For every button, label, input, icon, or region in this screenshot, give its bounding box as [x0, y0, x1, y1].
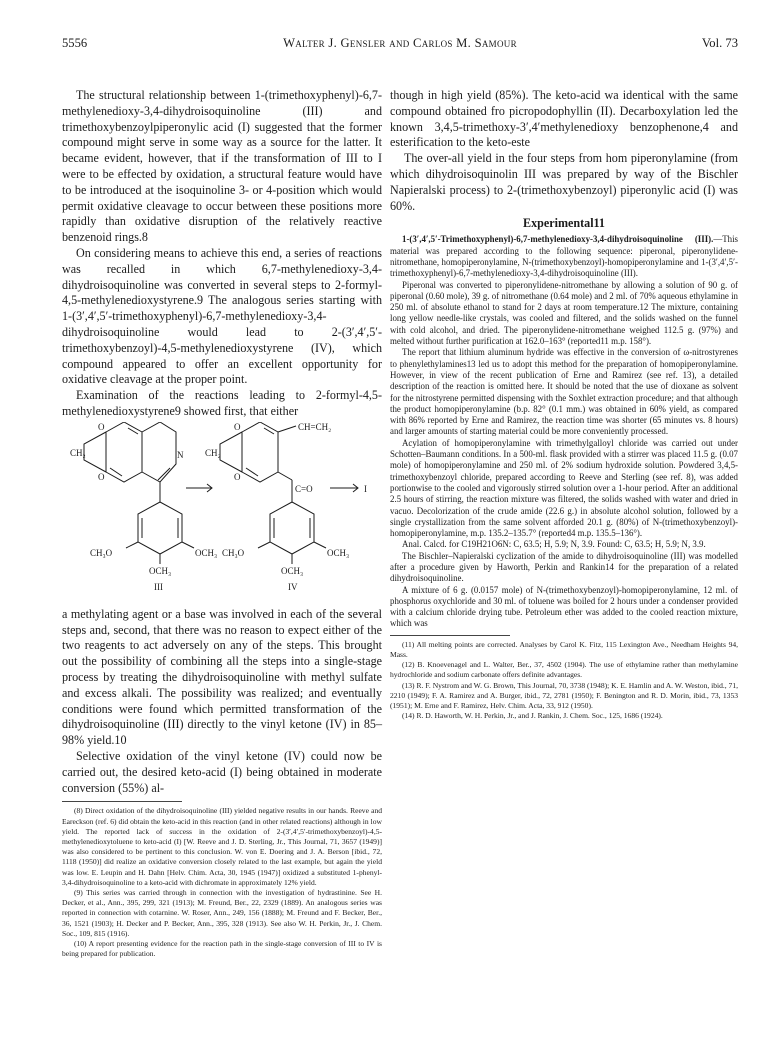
footnote: (13) R. F. Nystrom and W. G. Brown, This Journal, 70, 3738 (1948); K. E. Hamlin and A. W. Weston, ibid., 71, 2210 (1949); F. A. Ramirez and A. Burger, ibid., 72, 2781 (1950); F. Benington and R. D. Morin, ibid., 73, 1353 (1951); M. Erne and F. Ramirez, Helv. Chim. Acta, 33, 912 (1950).: [390, 680, 738, 710]
trimethoxyphenyl-ring: [270, 502, 314, 554]
compound-title: 1-(3′,4′,5′-Trimethoxyphenyl)-6,7-methylenedioxy-3,4-dihydroisoquinoline (III).: [402, 234, 714, 245]
body-paragraph: The over-all yield in the four steps from hom piperonylamine (from which dihydroisoquinolin III was prepared by way of the Bischler Napieralski process) to 2-(trimethoxybenzoyl) piperonylic acid (I) was 60%.: [390, 151, 738, 213]
methoxy-label: CH₃O: [90, 547, 113, 558]
methoxy-bond: [258, 542, 270, 548]
section-heading: Experimental11: [523, 216, 605, 231]
benzene-ring: [106, 422, 142, 482]
running-title: Walter J. Gensler and Carlos M. Samour: [283, 36, 517, 50]
footnote: (14) R. D. Haworth, W. H. Perkin, Jr., and J. Rankin, J. Chem. Soc., 125, 1686 (1924).: [402, 711, 663, 721]
carbonyl-label: C=O: [295, 483, 313, 494]
body-paragraph: On considering means to achieve this end, a series of reactions was recalled in which 6,7-methylenedioxy-3,4-dihydroisoquinoline was converted in several steps to 2-formyl-4,5-methylenedioxystyrene.9 The analogous series starting with 1-(3′,4′,5′-trimethoxyphenyl)-6,7-methylenedioxy-3,4-dihydroisoquinoline would lead to 2-(3′,4′,5′-trimethoxybenzoyl)-4,5-methylenedioxystyrene (IV), which compound appeared to offer an excellent opportunity for oxidative cleavage at the proper point.: [62, 245, 382, 387]
chemical-structures-figure: [62, 422, 382, 604]
running-header: [62, 36, 738, 54]
footnote: (9) This series was carried through in connection with the investigation of hydrastinine. See H. Decker, et al., Ann., 395, 299, 321 (1913); M. Freund, Ber., 22, 2329 (1889). An analogous series was reported in connection with cotarnine. W. Roser, Ann., 249, 156 (1888); M. Freund and F. Becker, Ber., 36, 1521 (1903); H. Decker and P. Becker, Ann., 395, 328 (1913). See also W. H. Perkin, Jr., J. Chem. Soc., 109, 815 (1916).: [62, 887, 382, 938]
footnote-rule: [62, 801, 182, 802]
compound-label-iv: IV: [288, 581, 298, 592]
trimethoxyphenyl-ring: [138, 502, 182, 554]
methoxy-label: OCH₃: [149, 565, 172, 576]
volume-label: Vol. 73: [701, 36, 738, 50]
methoxy-bond: [126, 542, 138, 548]
oxygen-label: O: [234, 421, 241, 432]
methoxy-label: CH₃O: [222, 547, 245, 558]
oxygen-label: O: [98, 421, 105, 432]
experimental-paragraph: Acylation of homopiperonylamine with trimethylgalloyl chloride was carried out under Schotten–Baumann conditions. In a 500-ml. flask provided with a stirrer was placed 11.5 g. (0.07 mole) of homopiperonylamine and 250 ml. of 2% sodium hydroxide solution. Powdered 3,4,5-trimethoxybenzoyl chloride, prepared according to Reeve and Sterling (see ref. 8), was added portionwise to the cooled and vigorously stirred solution over a 1-hour period. After an additional 2.5 hours of stirring, the reaction mixture was filtered, the solids washed with water and dried in vacuo. Decolorization of the crude amide (22.6 g.) in absolute alcohol solution, followed by a single crystallization from the same solvent afforded 20.1 g. (80%) of N-(trimethoxybenzoyl)-homopiperonylamine, m.p. 135.2–135.7° (reported4 m.p. 135.5–136°).: [390, 437, 738, 539]
right-column: [390, 88, 738, 721]
ch2-label: CH₂: [70, 447, 86, 458]
experimental-paragraph: Piperonal was converted to piperonylidene-nitromethane by allowing a solution of 90 g. of piperonal (0.60 mole), 39 g. of nitromethane (0.64 mole) and 2 ml. of 70% aqueous ethylamine in 250 ml. of absolute ethanol to stand for 2 days at room temperature.12 The mixture, containing long yellow needle-like crystals, was cooled and filtered, and the solids washed on the funnel with cold alcohol, and dried. The piperonylidene-nitromethane weighed 112.5 g. (97%) and melted without further purification at 162.0–163° (reported11 m.p. 158°).: [390, 279, 738, 347]
body-paragraph: a methylating agent or a base was involved in each of the several steps and, second, that there was no reason to expect either of the two reagents to act adversely on any of the steps. This brought out the possibility of combining all the steps into a single-stage process by treating the dihydroisoquinoline with methyl sulfate and excess alkali. The possibility was realized; and eventually conditions were found which permitted transformation of the dihydroisoquinoline (III) directly to the vinyl ketone (IV) in 85–98% yield.10: [62, 606, 382, 748]
benzene-ring: [242, 422, 278, 482]
methoxy-bond: [182, 542, 194, 548]
experimental-paragraph: The Bischler–Napieralski cyclization of the amide to dihydroisoquinoline (III) was modelled after a procedure given by Haworth, Perkin and Rankin14 for the preparation of a related dihydroisoquinoline.: [390, 550, 738, 584]
vinyl-bond: [278, 426, 296, 432]
compound-label-iii: III: [154, 581, 163, 592]
footnote-rule: [390, 635, 510, 636]
body-paragraph: Selective oxidation of the vinyl ketone (IV) could now be carried out, the desired keto-acid (I) being obtained in moderate conversion (55%) al-: [62, 748, 382, 795]
footnote: (8) Direct oxidation of the dihydroisoquinoline (III) yielded negative results in our hands. Reeve and Eareckson (ref. 6) did obtain the keto-acid in this reaction (and in other related reactions) although in low yield. The reported lack of success in the oxidation of 2-(3′,4′,5′-trimethoxybenzoyl)-4,5-methylenedioxytoluene to keto-acid (I) [W. Reeve and J. D. Sterling, Jr., This Journal, 71, 3657 (1949)] was also considered to be pertinent to this conclusion. W. von E. Doering and J. A. Berson [ibid., 72, 1118 (1950)] did realize an oxidative conversion closely related to the last example, but again the yield was low. E. Leupin and H. Dahn [Helv. Chim. Acta, 30, 1945 (1947)] oxidized a substituted 1-phenyl-3,4-dihydroisoquinoline to a keto-acid with dichromate in approximately 12% yield.: [62, 806, 382, 887]
nitrogen-label: N: [177, 449, 184, 460]
methoxy-bond: [314, 542, 326, 548]
body-paragraph: The structural relationship between 1-(trimethoxyphenyl)-6,7-methylenedioxy-3,4-dihydroisoquinoline (III) and trimethoxybenzoylpiperonylic acid (I) suggested that the former compound might serve in some way as a source for the latter. It became evident, however, that if the transformation of III to I were to be effected by oxidation, a structural feature would have to be introduced at the isoquinoline 3- or 4-position which would permit oxidative cleavage to occur between these positions more rapidly than oxidative disruption of the relatively reactive benzenoid rings.8: [62, 88, 382, 245]
analysis-paragraph: Anal. Calcd. for C19H21O6N: C, 63.5; H, 5.9; N, 3.9. Found: C, 63.5; H, 5.9; N, 3.9.: [402, 539, 706, 550]
footnote: (10) A report presenting evidence for the reaction path in the single-stage conversion of III to IV is being prepared for publication.: [62, 938, 382, 959]
body-paragraph: though in high yield (85%). The keto-acid wa identical with the same compound obtained fro picropodophyllin (II). Decarboxylation led the known 3,4,5-trimethoxy-3′,4′methylenedioxy benzophenone,4 and esterification to the keto-este: [390, 88, 738, 150]
vinyl-label: CH=CH₂: [298, 421, 332, 432]
experimental-paragraph: A mixture of 6 g. (0.0157 mole) of N-(trimethoxybenzoyl)-homopiperonylamine, 12 ml. of phosphorus oxychloride and 30 ml. of toluene was boiled for 2 hours under a condenser provided with a calcium chloride drying tube. Petroleum ether was added to the cooled reaction mixture, which was: [390, 584, 738, 629]
pyridine-ring: [142, 422, 176, 482]
carbonyl-bond: [278, 472, 292, 480]
ch2-label: CH₂: [205, 447, 221, 458]
dioxole-ring-bond: [220, 432, 242, 472]
body-paragraph: Examination of the reactions leading to 2-formyl-4,5-methylenedioxystyrene9 showed first, that either: [62, 388, 382, 418]
footnote: (12) B. Knoevenagel and L. Walter, Ber., 37, 4502 (1904). The use of ethylamine rather than methylamine hydrochloride and sodium carbonate offers definite advantages.: [390, 660, 738, 680]
experimental-paragraph: [390, 234, 738, 279]
dioxole-ring-bond: [84, 432, 106, 472]
footnote: (11) All melting points are corrected. Analyses by Carol K. Fitz, 115 Lexington Ave., Needham Heights 94, Mass.: [390, 639, 738, 659]
experimental-paragraph: The report that lithium aluminum hydride was effective in the conversion of ω-nitrostyrenes to phenylethylamines13 led us to adopt this method for the preparation of homopiperonylamine. However, in view of the recent publication of Erne and Ramirez (see ref. 13), a detailed description of the reaction is omitted here. It should be noted that the use of dioxane as solvent for the nitrostyrene permitted dispensing with the Soxhlet extraction procedure; and that although the product homopiperonylamine (b.p. 82° (0.1 mm.) was obtained in 60% yield, as compared with 86% reported by Erne and Ramirez, the reaction time was shorter (65 minutes vs. 8 hours) and larger amounts of starting material could be more conveniently processed.: [390, 347, 738, 437]
page-number: 5556: [62, 36, 88, 50]
left-column: [62, 88, 382, 959]
paragraph-text: —This material was prepared according to the following sequence: piperonal, piperonylidene-nitromethane, homopiperonylamine, N-(trimethoxybenzoyl)-homopiperonylamine and 1-(3′,4′,5′-trimethoxyphenyl)-6,7-methylenedioxy-3,4-dihydroisoquinoline (III).: [390, 234, 738, 279]
methoxy-label: OCH₃: [327, 547, 350, 558]
methoxy-label: OCH₃: [281, 565, 304, 576]
product-label-i: I: [364, 483, 367, 494]
oxygen-label: O: [98, 471, 105, 482]
methoxy-label: OCH₃: [195, 547, 218, 558]
oxygen-label: O: [234, 471, 241, 482]
